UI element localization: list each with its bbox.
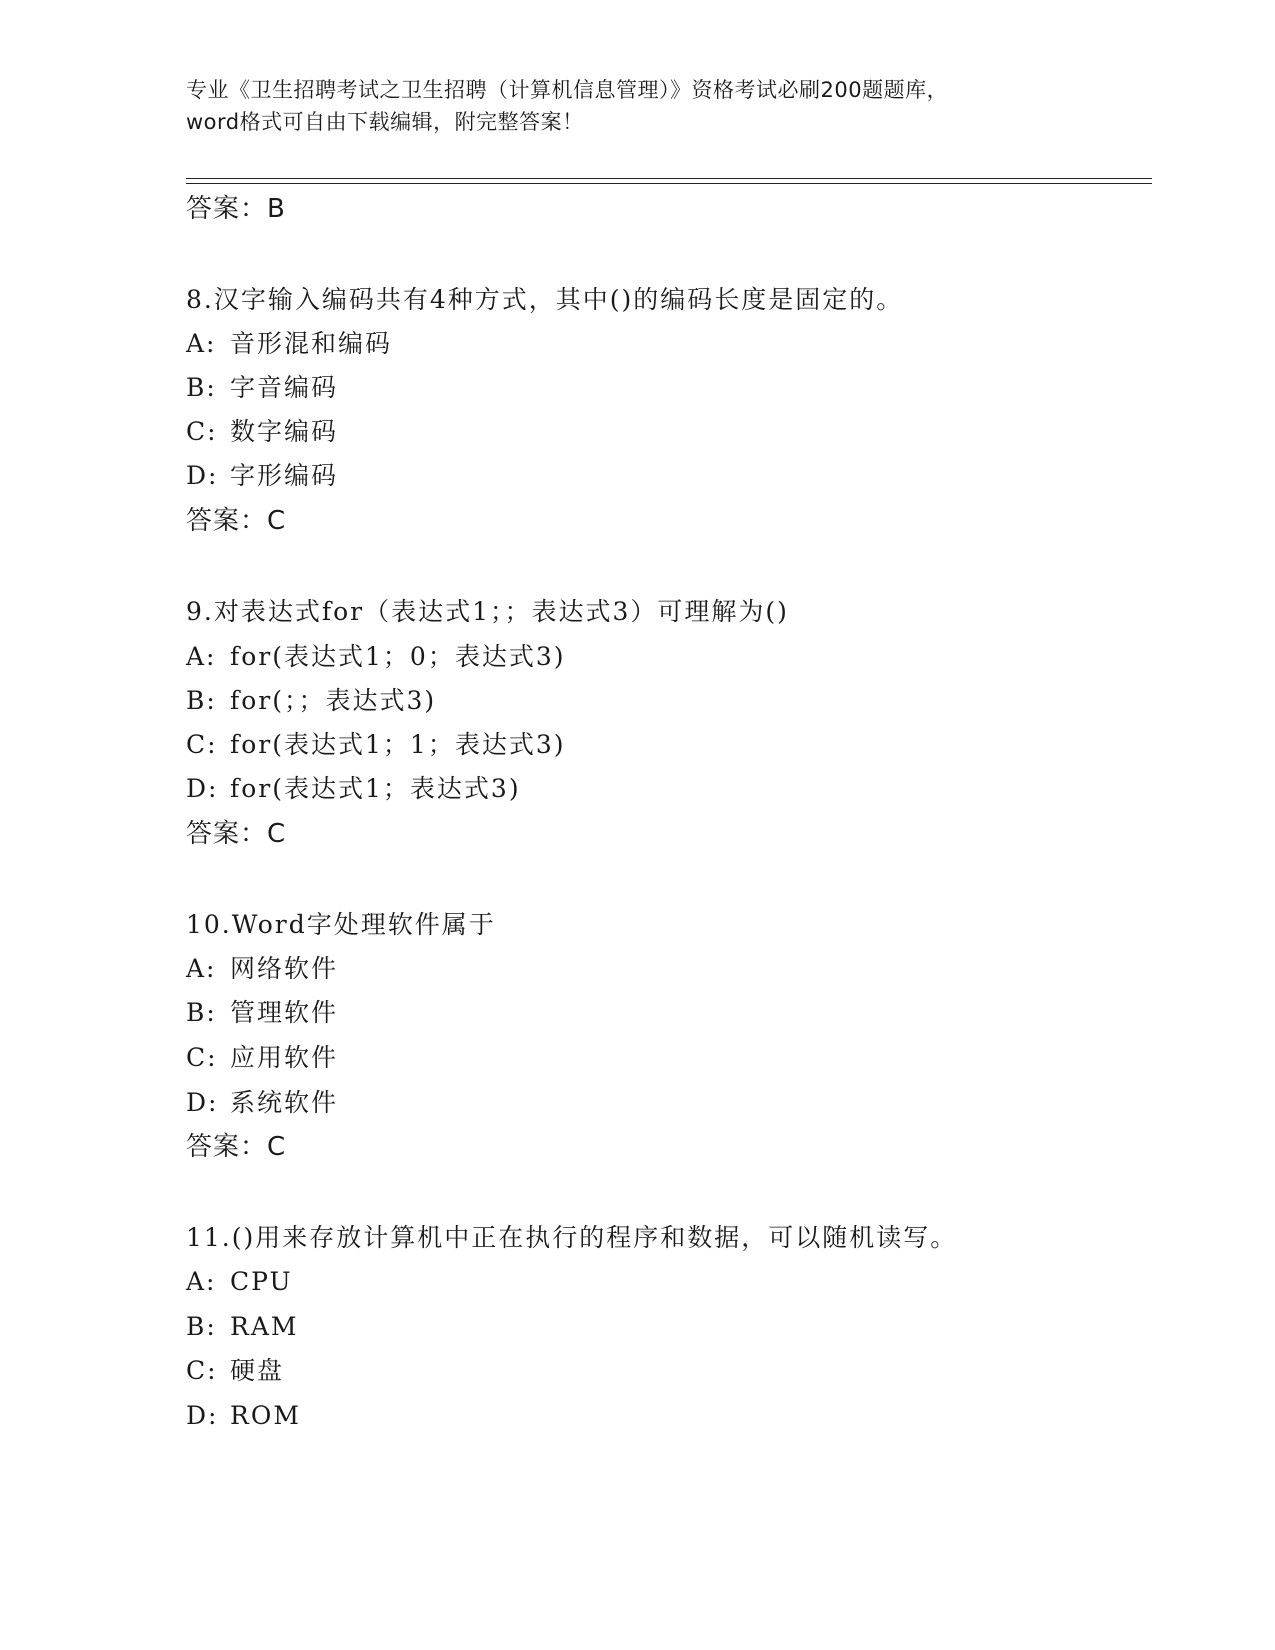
question-10-title: 10.Word字处理软件属于 [186, 910, 496, 939]
option-key: D: [186, 1088, 219, 1117]
option-text: 应用软件 [230, 1043, 339, 1072]
option-key: A: [186, 329, 217, 358]
option-key: C: [186, 1356, 218, 1385]
option-text: RAM [230, 1312, 299, 1341]
option-key: D: [186, 461, 219, 490]
header-line-2: word格式可自由下载编辑，附完整答案！ [186, 110, 584, 134]
option-key: A: [186, 954, 217, 983]
header-divider-bottom [186, 183, 1152, 184]
question-9-option-d [186, 773, 521, 805]
option-text: 音形混和编码 [230, 329, 393, 358]
question-8-option-c [186, 416, 338, 448]
option-text: CPU [230, 1267, 293, 1296]
option-key: D: [186, 1401, 219, 1430]
question-10-option-b [186, 997, 338, 1029]
question-10-option-c [186, 1042, 338, 1074]
question-9-title: 9.对表达式for（表达式1；；表达式3）可理解为() [186, 597, 789, 626]
question-10-option-a [186, 953, 338, 985]
option-text: for(表达式1；1；表达式3) [230, 730, 566, 759]
option-key: C: [186, 1043, 218, 1072]
question-11-option-b [186, 1311, 298, 1343]
question-9-option-c [186, 729, 565, 761]
question-8-answer: 答案：C [186, 506, 287, 536]
question-11-title: 11.()用来存放计算机中正在执行的程序和数据，可以随机读写。 [186, 1223, 958, 1252]
question-8-title: 8.汉字输入编码共有4种方式，其中()的编码长度是固定的。 [186, 285, 904, 314]
document-header [186, 74, 1086, 138]
question-11-option-c [186, 1355, 284, 1387]
previous-answer: 答案：B [186, 194, 286, 224]
option-key: B: [186, 686, 217, 715]
question-9-answer: 答案：C [186, 819, 287, 849]
option-text: 管理软件 [230, 998, 339, 1027]
option-key: B: [186, 998, 217, 1027]
question-10-answer: 答案：C [186, 1132, 287, 1162]
option-text: for(表达式1；0；表达式3) [230, 642, 566, 671]
option-text: 字形编码 [230, 461, 339, 490]
option-text: 硬盘 [230, 1356, 285, 1385]
option-text: for(；；表达式3) [230, 686, 437, 715]
question-8-option-d [186, 460, 338, 492]
question-9-option-b [186, 685, 436, 717]
header-divider-top [186, 178, 1152, 179]
option-text: for(表达式1；表达式3) [230, 774, 521, 803]
option-text: 网络软件 [230, 954, 339, 983]
question-8-option-b [186, 372, 338, 404]
option-key: A: [186, 642, 217, 671]
option-key: B: [186, 373, 217, 402]
option-text: 数字编码 [230, 417, 339, 446]
header-line-1: 专业《卫生招聘考试之卫生招聘（计算机信息管理）》资格考试必刷200题题库， [186, 78, 949, 102]
question-9-option-a [186, 641, 565, 673]
question-11-option-a [186, 1266, 293, 1298]
option-text: 系统软件 [230, 1088, 339, 1117]
question-8-option-a [186, 328, 392, 360]
question-10-option-d [186, 1087, 338, 1119]
option-text: ROM [230, 1401, 301, 1430]
question-11-option-d [186, 1400, 301, 1432]
option-text: 字音编码 [230, 373, 339, 402]
option-key: D: [186, 774, 219, 803]
option-key: A: [186, 1267, 217, 1296]
option-key: B: [186, 1312, 217, 1341]
option-key: C: [186, 417, 218, 446]
option-key: C: [186, 730, 218, 759]
